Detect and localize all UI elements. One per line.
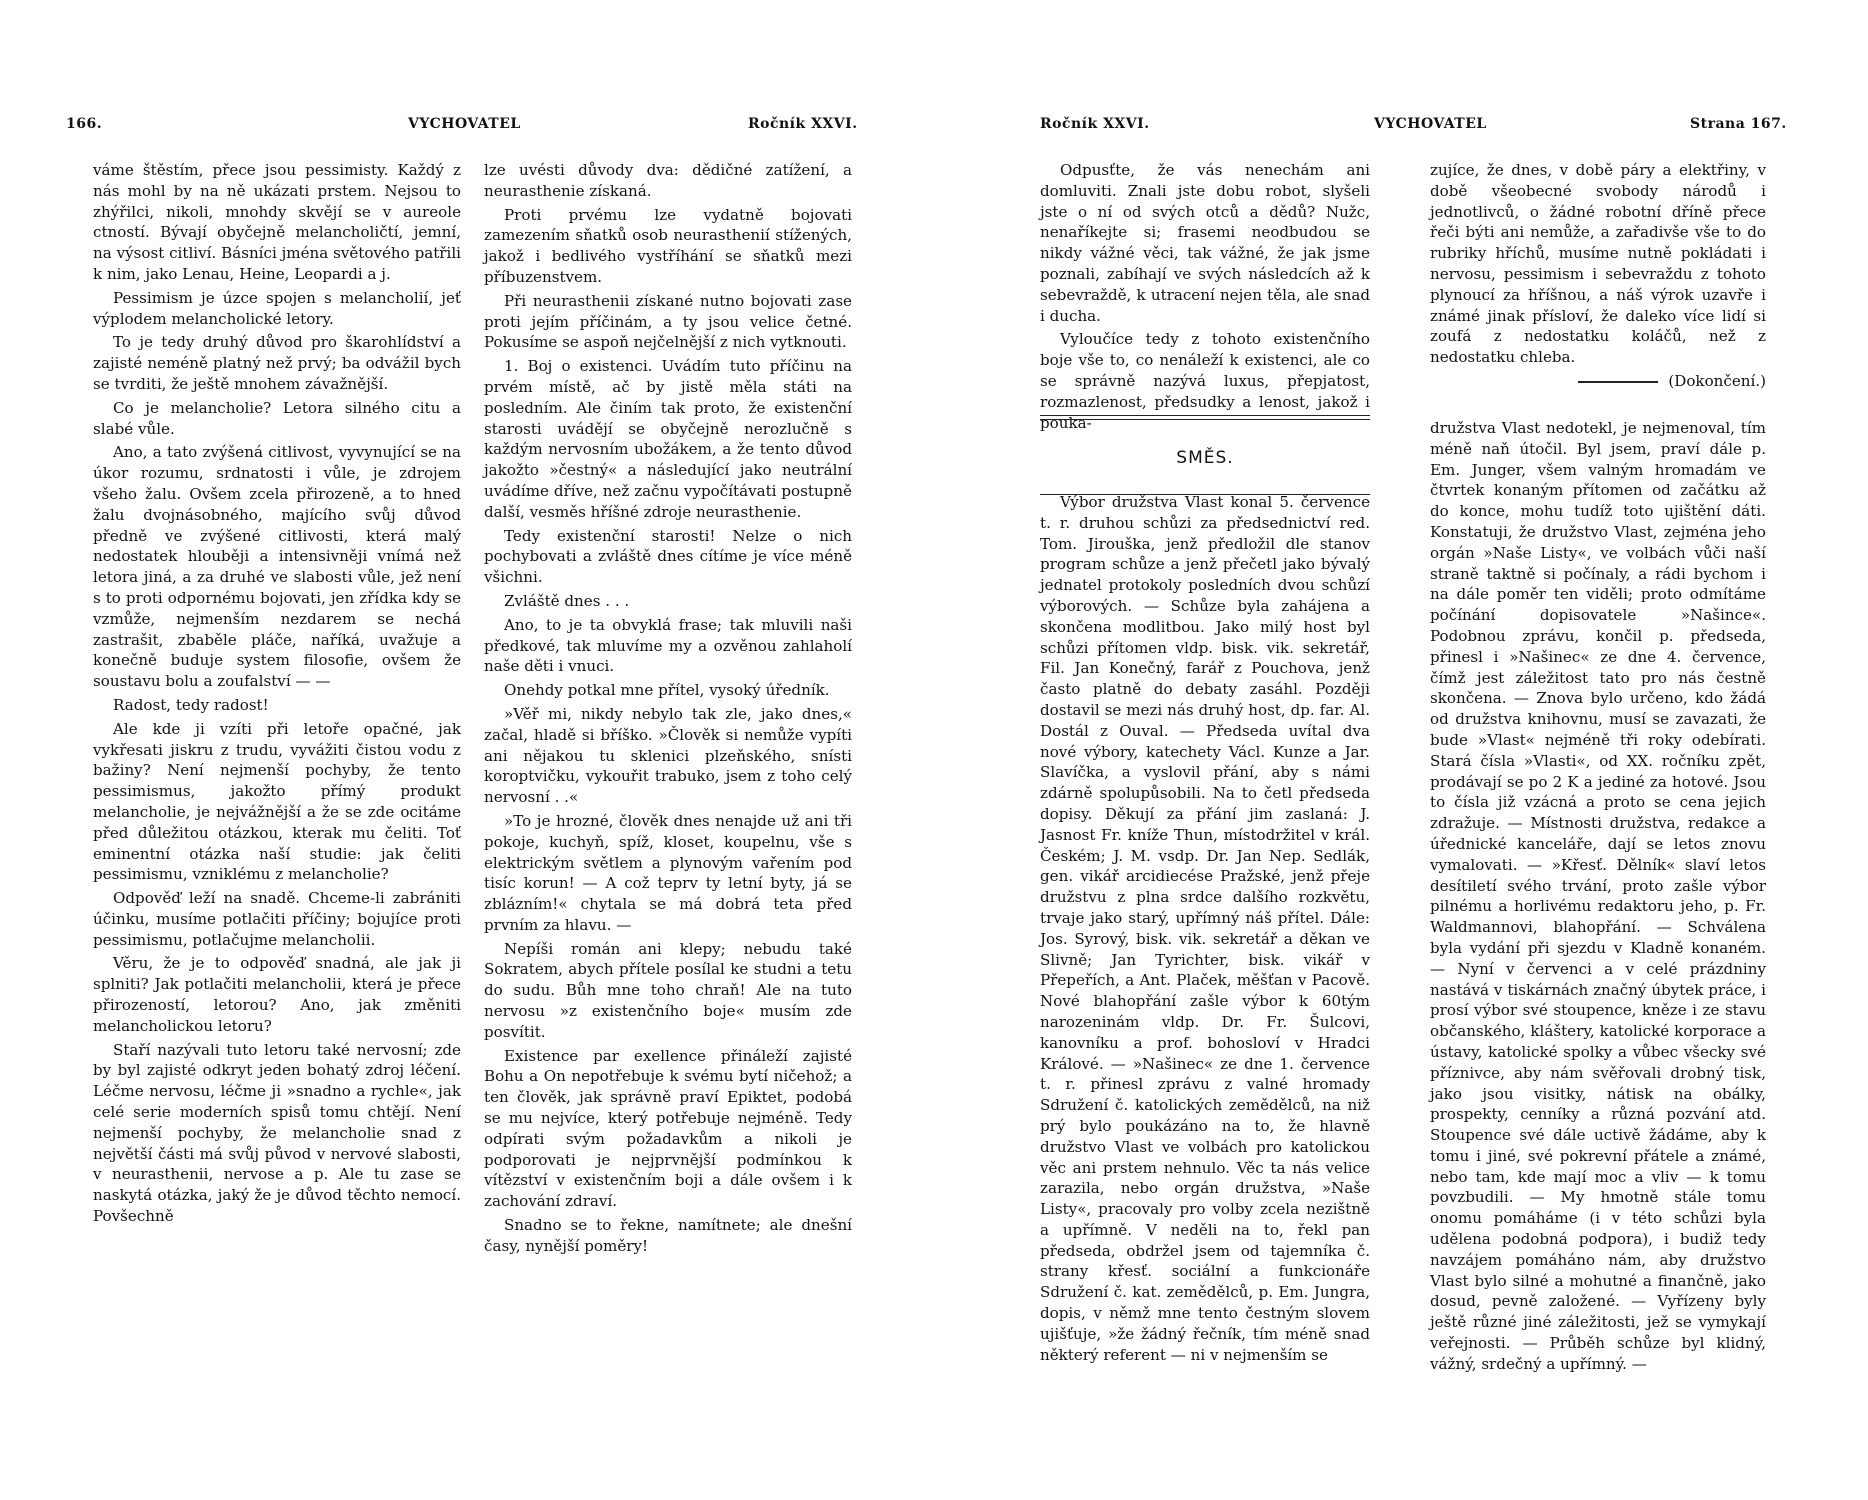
volume-label: Ročník XXVI. — [1040, 116, 1150, 132]
paragraph: váme štěstím, přece jsou pessimisty. Každý z nás mohl by na ně ukázati prstem. Nejsou to zhýřilci, nikoli, mnohdy skvějí se v aureole ctností. Bývají obyčejně melancholičtí, jemní, na výsost citliví. Básníci jména světového patřili k nim, jako Lenau, Heine, Leopardi a j. — [93, 161, 461, 283]
paragraph: Vyloučíce tedy z tohoto existenčního boje vše to, co nenáleží k existenci, ale co se správně nazývá luxus, přepjatost, rozmazlenost, předsudky a lenost, jakož i pouka- — [1040, 330, 1370, 432]
paragraph: Při neurasthenii získané nutno bojovati zase proti jejím příčinám, a ty jsou velice četné. Pokusíme se aspoň nejčelnější z nich vytknouti. — [484, 291, 852, 352]
paragraph: Ano, a tato zvýšená citlivost, vyvynující se na úkor rozumu, srdnatosti i vůle, je zdrojem všeho žalu. Ovšem zcela přirozeně, a to hned žalu dvojnásobného, majícího svůj důvod předně ve zvýšené citlivosti, která malý nedostatek hlouběji a intensivněji vnímá než letora jiná, a za druhé ve slabosti vůle, jež není s to proti odpornému bojovati, jen zřídka kdy se vzmůže, nejmenším nezdarem se nechá zastrašit, zbaběle pláče, naříká, uvažuje a konečně buduje system filosofie, ovšem že soustavu bolu a zoufalství — — — [93, 443, 461, 691]
paragraph: »Věř mi, nikdy nebylo tak zle, jako dnes,« začal, hladě si bříško. »Člověk si nemůže vypíti ani nějakou tu sklenici plzeňského, snísti koroptvičku, vykouřit trabuko, jsem z toho celý nervosní . .« — [484, 704, 852, 807]
to-be-continued-label: (Dokončení.) — [1668, 371, 1766, 390]
left-column-2 — [484, 160, 852, 1257]
paragraph: lze uvésti důvody dva: dědičné zatížení, a neurasthenie získaná. — [484, 161, 852, 200]
paragraph: Co je melancholie? Letora silného citu a slabé vůle. — [93, 398, 461, 438]
volume-label: Ročník XXVI. — [748, 116, 858, 132]
paragraph: Existence par exellence přináleží zajisté Bohu a On nepotřebuje k svému bytí ničehož; a ten člověk, jak správně praví Epiktet, podobá se mu nejvíce, který potřebuje nejméně. Tedy odpírati svým požadavkům a nikoli je podporovati je nejprvnější podmínkou k vítězství v existenčním boji a dále ovšem i k zachování zdraví. — [484, 1046, 852, 1211]
page-number: Strana 167. — [1690, 116, 1787, 132]
paragraph: Odpusťte, že vás nenechám ani domluviti. Znali jste dobu robot, slyšeli jste o ní od svých otců a dědů? Nužc, nenaříkejte si; frasemi neodbudou se nikdy vážné věci, tak vážné, že jak jsme poznali, zabíhají ve svých následcích až k sebevraždě, k utracení nejen těla, ale snad i ducha. — [1040, 161, 1370, 325]
paragraph: Výbor družstva Vlast konal 5. července t. r. druhou schůzi za předsednictví red. Tom. Jirouška, jenž předložil dle stanov program schůze a jenž přečetl jako bývalý jednatel protokoly posledních dvou schůzí výborových. — Schůze byla zahájena a skončena modlitbou. Jako milý host byl schůzi přítomen vldp. bisk. vik. sekretář, Fil. Jan Konečný, farář z Pouchova, jenž často platně do debaty zasáhl. Později dostavil se mezi nás druhý host, dp. far. Al. Dostál z Ouval. — Předseda uvítal dva nové výbory, katechety Václ. Kunze a Jar. Slavíčka, a vyslovil přání, aby s námi zdárně spolupůsobili. Na to četl předseda dopisy. Děkují za přání jim zaslaná: J. Jasnost Fr. kníže Thun, místodržitel v král. Českém; J. M. vsdp. Dr. Jan Nep. Sedlák, gen. vikář arcidiecése Pražské, jenž přeje družstvu z plna srdce dalšího rozkvětu, trvaje jako starý, upřímný náš přítel. Dále: Jos. Syrový, bisk. vik. sekretář a děkan ve Slivně; Jan Tyrichter, bisk. vikář v Přepeřích, a Ant. Plaček, měšťan v Pacově. Nové blahopřání zašle výbor k 60tým narozeninám vldp. Dr. Fr. Šulcovi, kanovníku a prof. bohosloví v Hradci Králové. — »Našinec« ze dne 1. července t. r. přinesl zprávu z valné hromady Sdružení č. katolických zemědělců, na niž prý bylo poukázáno na to, že hlavně družstvo Vlast ve volbách pro katolickou věc ani prstem nehnulo. Věc ta nás velice zarazila, nebo orgán družstva, »Naše Listy«, pracovaly pro volby zcela nezištně a upřímně. V neděli na to, řekl pan předseda, obdržel jsem od tajemníka č. strany křesť. sociální a funkcionáře Sdružení č. kat. zemědělců, p. Em. Jungra, dopis, v němž mne tento čestným slovem ujišťuje, »že žádný řečník, tím méně snad některý referent — ni v nejmenším se — [1040, 493, 1370, 1364]
section-heading-box — [1040, 415, 1370, 495]
paragraph: To je tedy druhý důvod pro škarohlídství a zajisté neméně platný než prvý; ba odvážil bych se tvrditi, že ještě mnohem závažnější. — [93, 333, 461, 393]
right-column-1-top — [1040, 160, 1370, 433]
paragraph: Tedy existenční starosti! Nelze o nich pochybovati a zvláště dnes cítíme je více méně všichni. — [484, 526, 852, 587]
divider — [1040, 415, 1370, 416]
continuation-note — [1430, 371, 1766, 392]
right-column-2-bottom — [1430, 418, 1766, 1375]
journal-title: VYCHOVATEL — [408, 116, 521, 132]
paragraph: družstva Vlast nedotekl, je nejmenoval, tím méně naň útočil. Byl jsem, praví dále p. Em. Junger, všem valným hromadám ve čtvrtek konaným přítomen od začátku až do konce, mohu tudíž toto ujištění dáti. Konstatuji, že družstvo Vlast, zejména jeho orgán »Naše Listy«, ve volbách vůči naší straně taktně si počínaly, a rádi bychom i na dále poměr ten viděli; proto odmítáme počínání dopisovatele »Našince«. Podobnou zprávu, končil p. předseda, přinesl i »Našinec« ze dne 4. července, čímž jest záležitost tato pro nás čestně skončena. — Znova bylo určeno, kdo žádá od družstva knihovnu, musí se zavazati, že bude »Vlast« nejméně tři roky odebírati. Stará čísla »Vlasti«, od XX. ročníku zpět, prodávají se po 2 K a jediné za hotové. Jsou to čísla již vzácná a proto se cena jejich zdražuje. — Místnosti družstva, redakce a úřednické kanceláře, dají se letos znovu vymalovati. — »Křesť. Dělník« slaví letos desítiletí svého trvání, proto zašle výbor pilnému a horlivému redaktoru jeho, p. Fr. Waldmannovi, blahopřání. — Schválena byla vydání při sjezdu v Kladně konaném. — Nyní v červenci a v celé prázdniny nastává v tiskárnách značný úbytek práce, i prosí výbor své stoupence, kněze i ze stavu občanského, kláštery, katolické korporace a ústavy, katolické spolky a vůbec všecky své příznivce, aby nám svěřovali drobný tisk, jako jsou visitky, nátisk na obálky, prospekty, cenníky a různá pozvání atd. Stoupence své dále uctivě žádáme, aby k tomu i jiné, své pokrevní přátele a známé, nebo tam, kde mají moc a vliv — k tomu povzbudili. — My hmotně stále tomu onomu pomáháme (i v této schůzi byla udělena podobná podpora), i budiž tedy navzájem pomáháno nám, aby družstvo Vlast bylo silné a mohutné a finančně, jako dosud, pevně založené. — Vyřízeny byly ještě různé jiné záležitosti, jež se vymykají veřejnosti. — Průběh schůze byl klidný, vážný, srdečný a upřímný. — — [1430, 419, 1766, 1373]
left-column-1 — [93, 160, 461, 1227]
journal-title: VYCHOVATEL — [1374, 116, 1487, 132]
paragraph: Staří nazývali tuto letoru také nervosní; zde by byl zajisté odkryt jeden bohatý zdroj léčení. Léčme nervosu, léčme ji »snadno a rychle«, jak celé serie moderních spisů tomu chtějí. Není nejmenší pochyby, že melancholie snad z největší části má svůj původ v nervové slabosti, v neurasthenii, nervose a p. Ale tu zase se naskytá otázka, jaký že je důvod těchto nemocí. Povšechně — [93, 1040, 461, 1226]
paragraph: Ale kde ji vzíti při letoře opačné, jak vykřesati jiskru z trudu, vyvážiti čistou vodu z bažiny? Není nejmenší pochyby, že tento pessimismus, jakožto přímý produkt melancholie, je nejvážnější a že se zde ocitáme před důležitou otázkou, kterak mu čeliti. Toť eminentní otázka naší studie: jak čeliti pessimismu, vzniklému z melancholie? — [93, 719, 461, 884]
paragraph: Věru, že je to odpověď snadná, ale jak ji splniti? Jak potlačiti melancholii, která je přece přirozeností, letorou? Ano, jak změniti melancholickou letoru? — [93, 954, 461, 1035]
right-page — [934, 0, 1868, 1500]
paragraph: »To je hrozné, člověk dnes nenajde už ani tři pokoje, kuchyň, spíž, kloset, koupelnu, vše s elektrickým světlem a plynovým vařením pod tisíc korun! — A což teprv ty letní byty, já se zblázním!« chytala se má dobrá teta před prvním za hlavu. — — [484, 811, 852, 934]
paragraph: Snadno se to řekne, namítnete; ale dnešní časy, nynější poměry! — [484, 1216, 852, 1255]
paragraph: Pessimism je úzce spojen s melancholií, jeť výplodem melancholické letory. — [93, 288, 461, 328]
paragraph: Onehdy potkal mne přítel, vysoký úředník. — [504, 681, 830, 700]
page-number: 166. — [66, 116, 103, 132]
section-heading: SMĚS. — [1176, 448, 1234, 468]
paragraph: Proti prvému lze vydatně bojovati zamezením sňatků osob neurasthenií stížených, jakož i bedlivého vystříhání se sňatků mezi příbuzenstvem. — [484, 205, 852, 286]
divider — [1578, 381, 1658, 383]
right-column-1-bottom — [1040, 492, 1370, 1365]
right-column-2-top — [1430, 160, 1766, 392]
paragraph: Radost, tedy radost! — [113, 695, 269, 714]
paragraph: zujíce, že dnes, v době páry a elektřiny, v době všeobecné svobody národů i jednotlivců, o žádné robotní dříně přece řeči býti ani nemůže, a zařadivše vše to do rubriky hříchů, musíme nutně pokládati i nervosu, pessimism i sebevraždu z tohoto plynoucí za hříšnou, a náš výrok uzavře i známé jinak přísloví, že daleko více lidí si zoufá z nedostatku koláčů, než z nedostatku chleba. — [1430, 161, 1766, 367]
paragraph: Odpověď leží na snadě. Chceme-li zabrániti účinku, musíme potlačiti příčiny; bojujíce proti pessimismu, potlačujme melancholii. — [93, 889, 461, 949]
paragraph: Zvláště dnes . . . — [504, 591, 630, 610]
paragraph: Ano, to je ta obvyklá frase; tak mluvili naši předkové, tak mluvíme my a ozvěnou zahlaholí naše děti i vnuci. — [484, 615, 852, 676]
divider — [1040, 419, 1370, 420]
paragraph: Nepíši román ani klepy; nebudu také Sokratem, abych přítele posílal ke studni a tetu do sudu. Bůh mne toho chraň! Ale na tuto nervosu »z existenčního boje« musím zde posvítit. — [484, 939, 852, 1041]
paragraph: 1. Boj o existenci. Uvádím tuto příčinu na prvém místě, ač by jistě měla státi na posledním. Ale činím tak proto, že existenční starosti uvádějí se obyčejně nerozlučně s každým nervosním ubožákem, a že tento důvod jakožto »čestný« a následující jako neutrální uvádíme dříve, než začnu vypočítávati postupně další, vesměs hříšné zdroje neurasthenie. — [484, 357, 852, 521]
